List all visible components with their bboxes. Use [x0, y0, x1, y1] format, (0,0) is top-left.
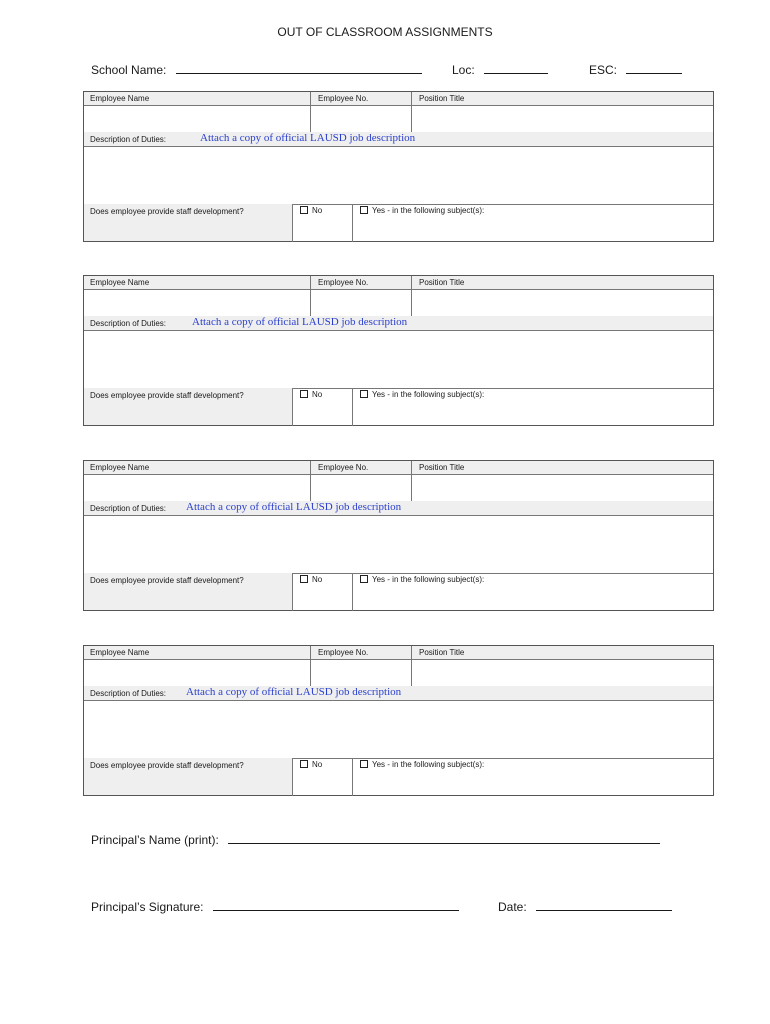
- principal-name-field[interactable]: [228, 831, 660, 844]
- description-note: Attach a copy of official LAUSD job description: [200, 132, 416, 144]
- staff-development-row: [84, 388, 713, 426]
- position-title-field[interactable]: [412, 106, 714, 132]
- description-label: Description of Duties:: [90, 504, 167, 513]
- position-title-field[interactable]: [412, 475, 714, 501]
- no-label: No: [312, 390, 323, 399]
- description-label: Description of Duties:: [90, 135, 167, 144]
- yes-label: Yes - in the following subject(s):: [372, 206, 485, 215]
- checkbox-icon: [300, 760, 308, 768]
- position-title-label: Position Title: [419, 94, 465, 103]
- principal-signature-row: [91, 898, 459, 914]
- divider: [292, 388, 293, 426]
- employee-name-field[interactable]: [84, 660, 310, 686]
- form-title: OUT OF CLASSROOM ASSIGNMENTS: [277, 25, 493, 39]
- employee-no-label: Employee No.: [318, 278, 369, 287]
- employee-name-field[interactable]: [84, 475, 310, 501]
- description-label: Description of Duties:: [90, 319, 167, 328]
- description-note: Attach a copy of official LAUSD job description: [192, 316, 408, 328]
- staff-question-label: Does employee provide staff development?: [90, 391, 244, 400]
- description-note: Attach a copy of official LAUSD job description: [186, 501, 402, 513]
- no-checkbox[interactable]: [300, 206, 322, 215]
- description-note: Attach a copy of official LAUSD job description: [186, 686, 402, 698]
- no-checkbox[interactable]: [300, 575, 322, 584]
- checkbox-icon: [360, 206, 368, 214]
- staff-question-cell: [84, 388, 292, 425]
- date-field[interactable]: [536, 898, 672, 911]
- staff-question-label: Does employee provide staff development?: [90, 761, 244, 770]
- header-row: [84, 276, 713, 290]
- employee-block-2: [83, 275, 714, 426]
- no-label: No: [312, 206, 323, 215]
- position-title-label: Position Title: [419, 648, 465, 657]
- employee-block-4: [83, 645, 714, 796]
- checkbox-icon: [300, 206, 308, 214]
- school-name-row: [91, 61, 422, 77]
- staff-question-cell: [84, 204, 292, 241]
- employee-no-label: Employee No.: [318, 94, 369, 103]
- esc-label: ESC:: [589, 63, 618, 77]
- checkbox-icon: [300, 575, 308, 583]
- no-label: No: [312, 760, 323, 769]
- header-row: [84, 461, 713, 475]
- employee-no-label: Employee No.: [318, 648, 369, 657]
- employee-name-field[interactable]: [84, 106, 310, 132]
- yes-checkbox[interactable]: [360, 390, 484, 399]
- employee-no-field[interactable]: [311, 475, 411, 501]
- checkbox-icon: [360, 390, 368, 398]
- divider: [352, 573, 353, 611]
- principal-name-label: Principal’s Name (print):: [91, 833, 219, 847]
- description-field[interactable]: [84, 147, 713, 204]
- principal-name-row: [91, 831, 660, 847]
- yes-checkbox[interactable]: [360, 760, 484, 769]
- no-label: No: [312, 575, 323, 584]
- checkbox-icon: [360, 760, 368, 768]
- school-name-field[interactable]: [176, 61, 422, 74]
- yes-label: Yes - in the following subject(s):: [372, 575, 485, 584]
- position-title-label: Position Title: [419, 463, 465, 472]
- esc-field[interactable]: [626, 61, 682, 74]
- description-row: [84, 501, 713, 516]
- divider: [352, 758, 353, 796]
- yes-label: Yes - in the following subject(s):: [372, 390, 485, 399]
- description-row: [84, 132, 713, 147]
- staff-development-row: [84, 573, 713, 611]
- header-row: [84, 646, 713, 660]
- employee-block-3: [83, 460, 714, 611]
- staff-question-cell: [84, 573, 292, 610]
- employee-no-label: Employee No.: [318, 463, 369, 472]
- employee-name-label: Employee Name: [90, 94, 150, 103]
- yes-checkbox[interactable]: [360, 575, 484, 584]
- loc-row: [452, 61, 548, 77]
- employee-name-label: Employee Name: [90, 463, 150, 472]
- loc-field[interactable]: [484, 61, 548, 74]
- position-title-field[interactable]: [412, 660, 714, 686]
- date-row: [498, 898, 672, 914]
- staff-question-label: Does employee provide staff development?: [90, 576, 244, 585]
- divider: [292, 573, 293, 611]
- principal-signature-label: Principal’s Signature:: [91, 900, 204, 914]
- yes-checkbox[interactable]: [360, 206, 484, 215]
- description-field[interactable]: [84, 331, 713, 388]
- no-checkbox[interactable]: [300, 390, 322, 399]
- loc-label: Loc:: [452, 63, 475, 77]
- date-label: Date:: [498, 900, 527, 914]
- description-row: [84, 316, 713, 331]
- no-checkbox[interactable]: [300, 760, 322, 769]
- description-field[interactable]: [84, 701, 713, 758]
- employee-name-field[interactable]: [84, 290, 310, 316]
- employee-name-label: Employee Name: [90, 648, 150, 657]
- yes-label: Yes - in the following subject(s):: [372, 760, 485, 769]
- divider: [292, 758, 293, 796]
- staff-question-cell: [84, 758, 292, 795]
- esc-row: [589, 61, 682, 77]
- employee-no-field[interactable]: [311, 106, 411, 132]
- position-title-field[interactable]: [412, 290, 714, 316]
- checkbox-icon: [300, 390, 308, 398]
- header-row: [84, 92, 713, 106]
- description-row: [84, 686, 713, 701]
- school-name-label: School Name:: [91, 63, 167, 77]
- description-field[interactable]: [84, 516, 713, 573]
- divider: [352, 388, 353, 426]
- employee-block-1: [83, 91, 714, 242]
- description-label: Description of Duties:: [90, 689, 167, 698]
- principal-signature-field[interactable]: [213, 898, 459, 911]
- staff-question-label: Does employee provide staff development?: [90, 207, 244, 216]
- staff-development-row: [84, 204, 713, 242]
- divider: [352, 204, 353, 242]
- employee-no-field[interactable]: [311, 290, 411, 316]
- checkbox-icon: [360, 575, 368, 583]
- divider: [292, 204, 293, 242]
- employee-no-field[interactable]: [311, 660, 411, 686]
- employee-name-label: Employee Name: [90, 278, 150, 287]
- staff-development-row: [84, 758, 713, 796]
- position-title-label: Position Title: [419, 278, 465, 287]
